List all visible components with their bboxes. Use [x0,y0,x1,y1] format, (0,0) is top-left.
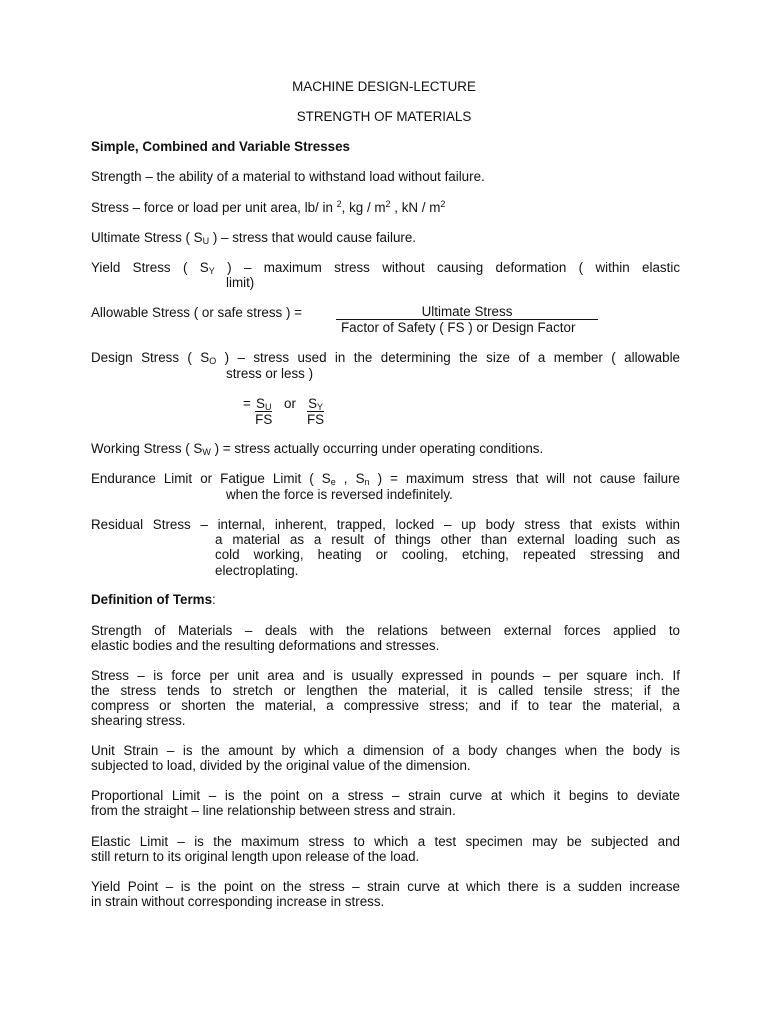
term-elastic-limit-line2: still return to its original length upon release of the load. [91,849,420,864]
def-stress-text3: , kN / m [390,200,441,215]
term-stress-line4: shearing stress. [91,713,186,728]
def-yield-text: Yield Stress ( S [91,260,209,275]
def-allowable-stress-label: Allowable Stress ( or safe stress ) = [91,305,302,320]
def-stress [91,200,445,215]
def-residual-stress-line4: electroplating. [215,563,299,578]
section-heading-terms-text: Definition of Terms [91,592,213,607]
design-fraction-sy-sub: Y [317,402,324,412]
design-or: or [284,396,296,411]
allowable-fraction-denominator: Factor of Safety ( FS ) or Design Factor [341,320,576,335]
def-yield-stress-line2: limit) [226,275,255,290]
design-fraction-sy-num [307,396,324,412]
design-fraction-sy-s: S [308,396,318,411]
def-working-sub: W [202,447,211,457]
def-working-text: Working Stress ( S [91,441,203,456]
def-endurance-sub1: e [330,477,336,487]
def-ultimate-text2: ) – stress that would cause failure. [209,230,417,245]
def-stress-text2: , kg / m [341,200,386,215]
term-proportional-limit-line2: from the straight – line relationship between stress and strain. [91,803,456,818]
design-fraction-sy [307,396,324,427]
def-endurance-text3: ) = maximum stress that will not cause failure [369,471,680,486]
def-stress-text: Stress – force or load per unit area, lb/ in [91,200,337,215]
def-endurance-text2: , S [335,471,365,486]
term-proportional-limit: Proportional Limit – is the point on a stress – strain curve at which it begins to deviate [91,788,680,803]
term-yield-point-line2: in strain without corresponding increase in stress. [91,894,385,909]
def-yield-stress [91,260,680,275]
term-unit-strain: Unit Strain – is the amount by which a dimension of a body changes when the body is [91,743,680,758]
def-endurance-limit-line2: when the force is reversed indefinitely. [226,487,453,502]
def-working-text2: ) = stress actually occurring under operating conditions. [210,441,544,456]
section-heading-stresses: Simple, Combined and Variable Stresses [91,139,350,154]
def-stress-exp2: 2 [385,199,391,209]
def-ultimate-stress [91,230,416,245]
term-unit-strain-line2: subjected to load, divided by the original value of the dimension. [91,758,471,773]
section-heading-terms [91,592,216,607]
design-fraction-su [255,396,272,427]
def-design-text2: ) – stress used in the determining the size of a member ( allowable [216,350,680,365]
def-residual-stress-line3: cold working, heating or cooling, etching, repeated stressing and [215,547,680,562]
def-stress-exp1: 2 [336,199,342,209]
def-endurance-sub2: n [364,477,370,487]
def-yield-text2: ) – maximum stress without causing deformation ( within elastic [214,260,681,275]
document-subtitle: STRENGTH OF MATERIALS [296,109,472,124]
design-fraction-su-s: S [256,396,265,411]
term-stress: Stress – is force per unit area and is usually expressed in pounds – per square inch. If [91,668,680,683]
term-yield-point: Yield Point – is the point on the stress – strain curve at which there is a sudden increase [91,879,680,894]
design-equals: = [243,396,251,411]
def-endurance-text: Endurance Limit or Fatigue Limit ( S [91,471,331,486]
def-design-stress-line2: stress or less ) [226,366,314,381]
document-title: MACHINE DESIGN-LECTURE [292,79,476,94]
term-stress-line2: the stress tends to stretch or lengthen the material, it is called tensile stress; if the [91,683,680,698]
def-working-stress [91,441,543,456]
def-strength: Strength – the ability of a material to withstand load without failure. [91,169,485,184]
design-fraction-su-den: FS [255,412,273,427]
def-ultimate-sub: U [202,236,210,246]
def-design-sub: O [209,356,217,366]
term-strength-of-materials: Strength of Materials – deals with the relations between external forces applied to [91,623,680,638]
term-elastic-limit: Elastic Limit – is the maximum stress to which a test specimen may be subjected and [91,834,680,849]
def-ultimate-text: Ultimate Stress ( S [91,230,203,245]
term-strength-of-materials-line2: elastic bodies and the resulting deformations and stresses. [91,638,440,653]
def-residual-stress: Residual Stress – internal, inherent, trapped, locked – up body stress that exists within [91,517,680,532]
def-design-stress [91,350,680,365]
allowable-fraction-numerator: Ultimate Stress [336,304,598,320]
term-stress-line3: compress or shorten the material, a compressive stress; and if to tear the material, a [91,698,680,713]
def-residual-stress-line2: a material as a result of things other than external loading such as [215,532,680,547]
design-fraction-sy-den: FS [307,412,325,427]
def-stress-exp3: 2 [440,199,446,209]
design-fraction-su-sub: U [264,402,272,412]
design-fraction-su-num [255,396,272,412]
def-design-text: Design Stress ( S [91,350,210,365]
section-heading-terms-colon: : [212,592,216,607]
def-yield-sub: Y [208,266,215,276]
def-endurance-limit [91,471,680,486]
